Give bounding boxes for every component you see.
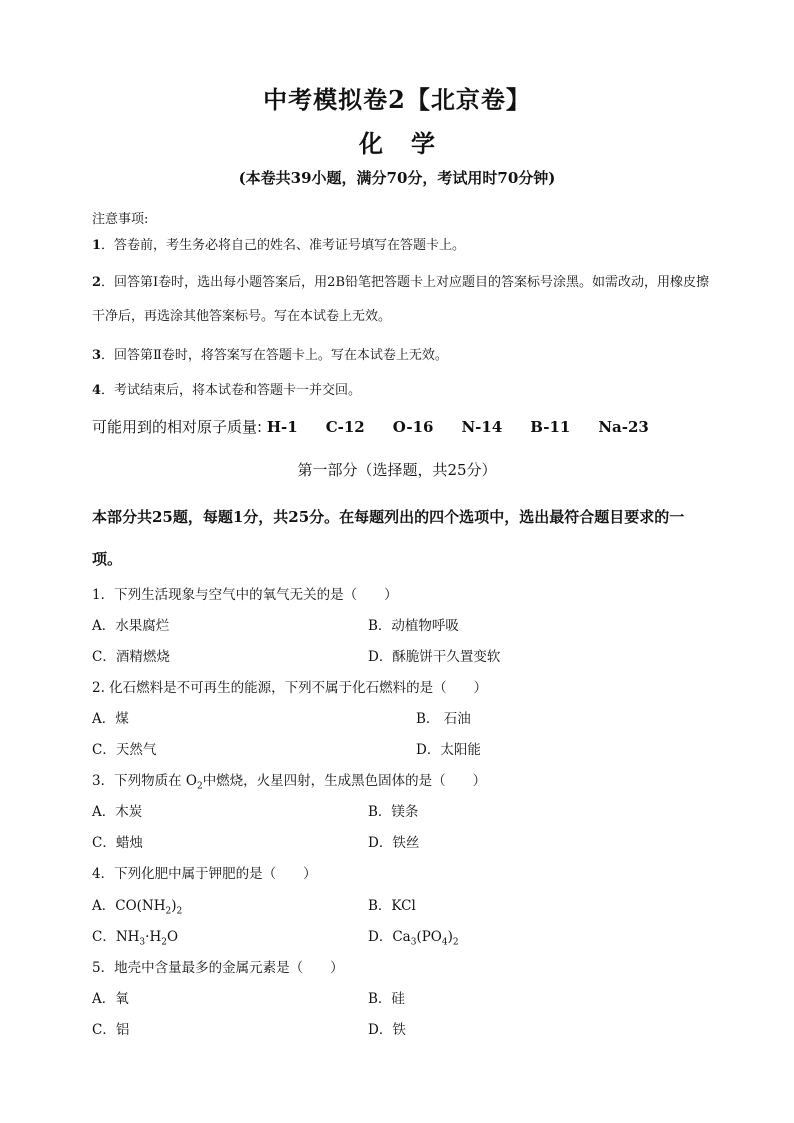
atomic-masses-label: 可能用到的相对原子质量: (92, 418, 263, 436)
stem-text: 中燃烧，火星四射，生成黑色固体的是（ ） (202, 773, 487, 789)
option-d: D．太阳能 (416, 742, 481, 758)
exam-title: 中考模拟卷2【北京卷】 (263, 85, 531, 114)
option-c: C．天然气 (92, 742, 157, 758)
note-number: 3 (92, 348, 102, 363)
question-stem: 2. 化石燃料是不可再生的能源，下列不属于化石燃料的是（ ） (92, 680, 488, 696)
option-c: C．酒精燃烧 (92, 649, 170, 665)
exam-info: (本卷共39小题，满分70分，考试用时70分钟) (238, 169, 556, 187)
note-number: 1 (92, 238, 102, 253)
option-a: A．煤 (92, 711, 129, 727)
note-number: 2 (92, 275, 102, 290)
note-number: 4 (92, 383, 102, 398)
note-text: ．回答第Ⅰ卷时，选出每小题答案后，用2B铅笔把答题卡上对应题目的答案标号涂黑。如需改动，用橡皮擦干净后，再选涂其他答案标号。写在本试卷上无效。 (92, 275, 710, 324)
part-intro: 本部分共25题，每题1分，共25分。在每题列出的四个选项中，选出最符合题目要求的一项。 (92, 508, 685, 568)
question-stem: 4．下列化肥中属于钾肥的是（ ） (92, 866, 317, 882)
note-item (92, 229, 712, 263)
note-text: ．回答第Ⅱ卷时，将答案写在答题卡上。写在本试卷上无效。 (101, 348, 448, 363)
subject-char-1: 化 (359, 129, 383, 158)
option-a: A．$CO(NH_2)_2$ (92, 898, 183, 917)
option-d: D．$Ca_3(PO_4)_2$ (368, 929, 459, 948)
option-a: A．木炭 (92, 804, 143, 820)
option-c: C．蜡烛 (92, 835, 143, 851)
atomic-mass-value: C-12 (325, 418, 365, 436)
option-b: B．动植物呼吸 (368, 618, 459, 634)
option-c: C．铝 (92, 1022, 130, 1038)
question-stem: 5．地壳中含量最多的金属元素是（ ） (92, 960, 344, 976)
option-b: B． 石油 (416, 711, 471, 727)
atomic-mass-value: B-11 (530, 418, 571, 436)
note-text: ．答卷前，考生务必将自己的姓名、准考证号填写在答题卡上。 (101, 238, 466, 253)
note-text: ．考试结束后，将本试卷和答题卡一并交回。 (101, 383, 362, 398)
stem-text: 3．下列物质在 O (92, 773, 197, 789)
option-b: B．硅 (368, 991, 405, 1007)
question-stem (92, 769, 486, 792)
part-heading: 第一部分（选择题，共25分） (297, 461, 497, 479)
atomic-mass-value: Na-23 (598, 418, 649, 436)
note-item (92, 266, 712, 334)
option-d: D．铁 (368, 1022, 406, 1038)
atomic-mass-value: N-14 (461, 418, 503, 436)
notes-heading: 注意事项: (92, 212, 149, 227)
option-a: A．水果腐烂 (92, 618, 170, 634)
option-d: D．酥脆饼干久置变软 (368, 649, 501, 665)
option-c: C．$NH_3\cdot H_2O$ (92, 929, 179, 948)
subject-char-2: 学 (411, 129, 435, 158)
option-b: B．KCl (368, 898, 416, 914)
note-item (92, 339, 712, 373)
option-a: A．氧 (92, 991, 129, 1007)
subject-title (0, 124, 794, 159)
atomic-mass-value: O-16 (392, 418, 434, 436)
option-d: D．铁丝 (368, 835, 420, 851)
atomic-mass-value: H-1 (266, 418, 298, 436)
stem-subscript: 2 (196, 781, 203, 792)
question-stem: 1．下列生活现象与空气中的氧气无关的是（ ） (92, 587, 398, 603)
option-b: B．镁条 (368, 804, 419, 820)
atomic-masses (92, 416, 677, 437)
note-item (92, 374, 712, 408)
